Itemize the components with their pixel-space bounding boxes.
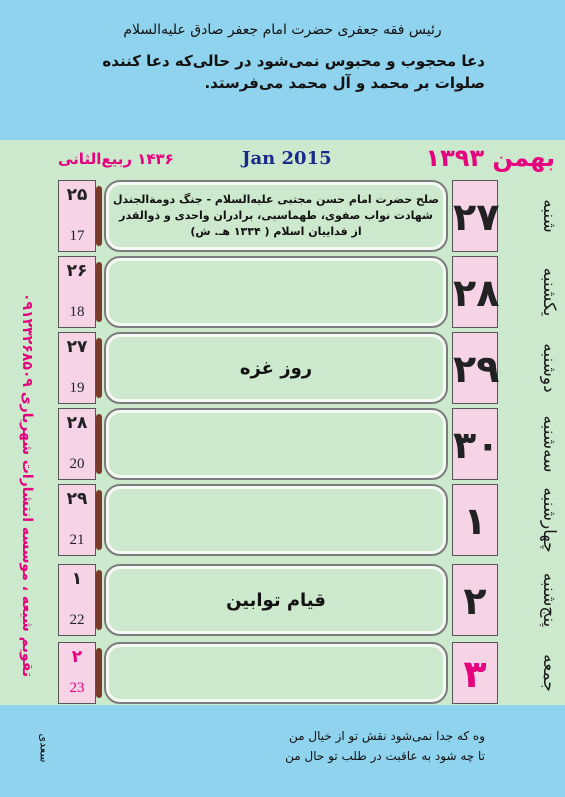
shamsi-day-number: ۲۷: [452, 180, 498, 252]
gregorian-date: 20: [69, 456, 85, 472]
shamsi-month-label: بهمن ۱۳۹۳: [425, 144, 555, 172]
binding-ring: [96, 414, 102, 474]
event-line: شهادت نواب صفوی، طهماسبی، برادران واحدی و ذوالقدر: [119, 209, 433, 222]
day-row-wednesday: [58, 484, 498, 556]
day-name: دوشنبه: [539, 343, 559, 393]
quote-line-2: صلوات بر محمد و آل محمد می‌فرستد.: [204, 74, 485, 92]
day-row-thursday: [58, 564, 498, 636]
event-box: [104, 484, 448, 556]
secondary-dates: [58, 642, 96, 704]
event-line: صلح حضرت امام حسن مجتبی علیه‌السلام - جنگ دومة‌الجندل: [112, 193, 440, 206]
event-box: [104, 642, 448, 704]
hijri-date: ۲۵: [66, 185, 88, 205]
day-row-sunday: [58, 256, 498, 328]
binding-ring: [96, 262, 102, 322]
hijri-date: ۱: [71, 569, 83, 589]
secondary-dates: [58, 256, 96, 328]
gregorian-date: 22: [69, 612, 85, 628]
shamsi-day-number: ۲۸: [452, 256, 498, 328]
day-name: جمعه: [539, 654, 559, 692]
day-name: یکشنبه: [539, 267, 559, 317]
gregorian-month-label: Jan 2015: [242, 148, 332, 169]
binding-ring: [96, 490, 102, 550]
gregorian-date: 18: [69, 304, 85, 320]
hijri-date: ۲۸: [66, 413, 88, 433]
binding-ring: [96, 648, 102, 698]
gregorian-date: 17: [69, 228, 85, 244]
hijri-date: ۲: [71, 647, 83, 667]
day-row-saturday: [58, 180, 498, 252]
shamsi-day-number: ۱: [452, 484, 498, 556]
event-box: [104, 408, 448, 480]
day-name: سه‌شنبه: [539, 415, 559, 473]
gregorian-date: 23: [69, 680, 85, 696]
day-row-friday: [58, 642, 498, 704]
poem-line-2: تا چه شود به عاقبت در طلب تو حال من: [285, 749, 485, 763]
day-row-tuesday: [58, 408, 498, 480]
hijri-date: ۲۹: [66, 489, 88, 509]
secondary-dates: [58, 564, 96, 636]
secondary-dates: [58, 332, 96, 404]
hijri-date: ۲۷: [66, 337, 88, 357]
hijri-month-label: ۱۴۳۶ ربیع‌الثانی: [58, 150, 174, 168]
gregorian-date: 21: [69, 532, 85, 548]
shamsi-day-number: ۳: [452, 642, 498, 704]
hijri-date: ۲۶: [66, 261, 88, 281]
secondary-dates: [58, 408, 96, 480]
secondary-dates: [58, 484, 96, 556]
day-name: پنج‌شنبه: [539, 572, 559, 628]
event-box: روز غزه: [104, 332, 448, 404]
poem-line-1: وه که جدا نمی‌شود نقش تو از خیال من: [288, 729, 485, 743]
event-line: از فداییان اسلام ( ۱۳۳۴ هـ. ش): [190, 225, 362, 238]
day-name: چهارشنبه: [539, 487, 559, 553]
publisher-side-text: تقویم شیعه ، موسسه انتشارات شهریاری ۰۹۱۲۳۲۶۸۵۰۹: [19, 292, 35, 678]
binding-ring: [96, 338, 102, 398]
bottom-poem: [285, 726, 485, 766]
day-row-monday: [58, 332, 498, 404]
gregorian-date: 19: [69, 380, 85, 396]
poem-author: سعدی: [37, 733, 51, 763]
quote-attribution: رئیس فقه جعفری حضرت امام جعفر صادق علیه‌السلام: [123, 22, 442, 38]
binding-ring: [96, 570, 102, 630]
day-name: شنبه: [539, 199, 559, 233]
calendar-header: [0, 142, 565, 178]
event-box: [104, 256, 448, 328]
quote-line-1: دعا محجوب و محبوس نمی‌شود در حالی‌که دعا کننده: [102, 52, 485, 70]
event-box: [104, 180, 448, 252]
top-quote: [40, 22, 525, 94]
shamsi-day-number: ۲: [452, 564, 498, 636]
shamsi-day-number: ۲۹: [452, 332, 498, 404]
event-box: قیام توابین: [104, 564, 448, 636]
secondary-dates: [58, 180, 96, 252]
binding-ring: [96, 186, 102, 246]
shamsi-day-number: ۳۰: [452, 408, 498, 480]
